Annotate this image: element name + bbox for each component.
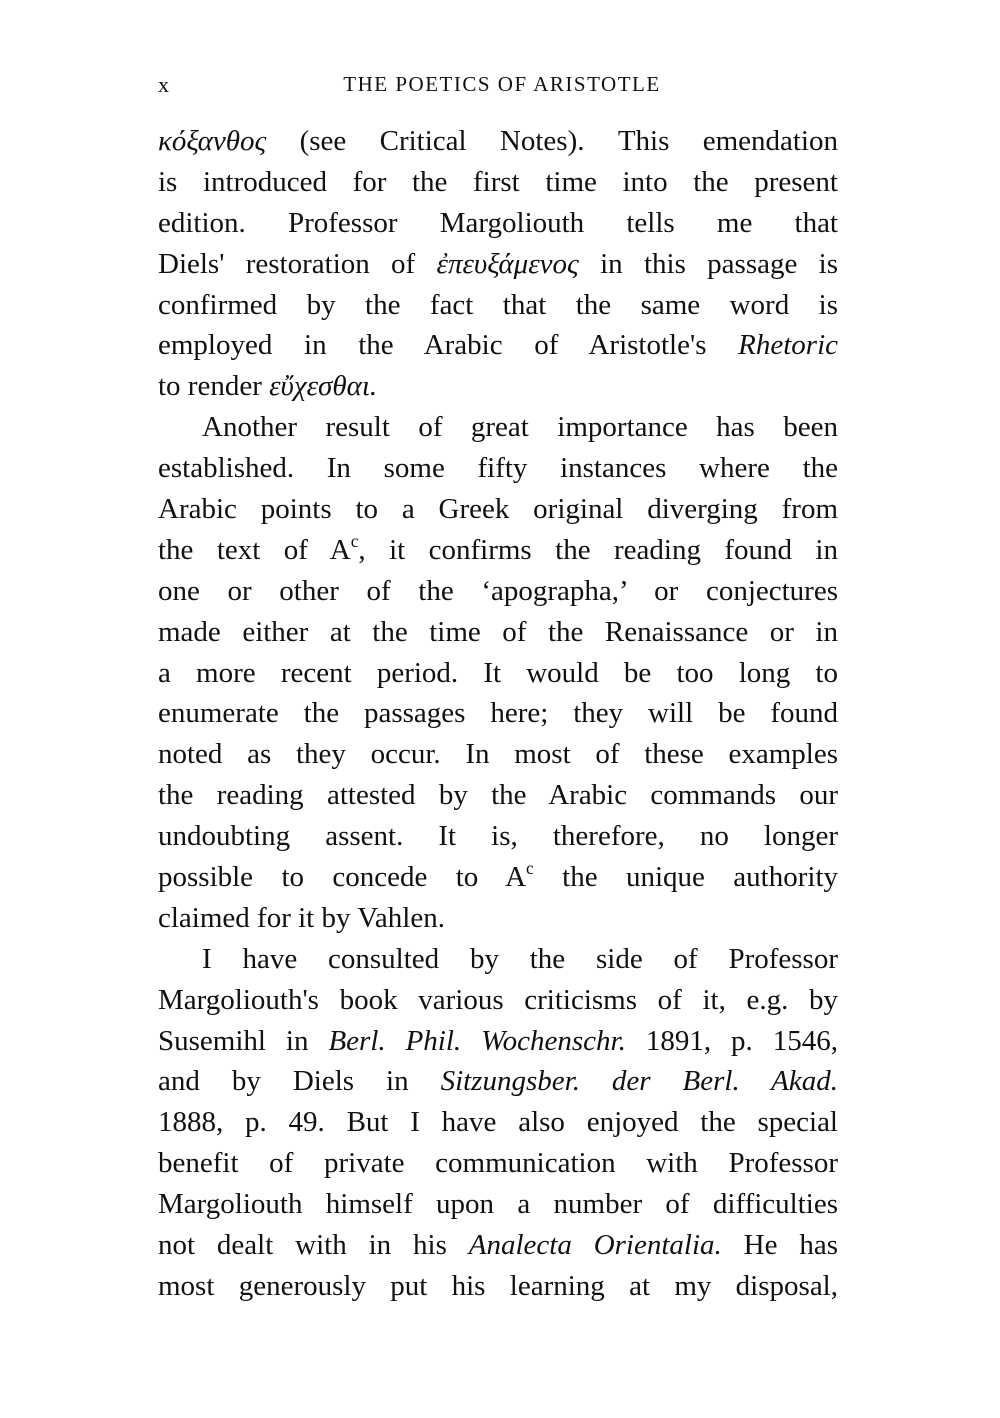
greek-word: κόξανθος — [158, 125, 267, 157]
text-line: confirmed by the fact that the same word is — [158, 288, 838, 321]
text-line: enumerate the passages here; they will be found — [158, 697, 838, 730]
running-head: THE POETICS OF ARISTOTLE — [343, 72, 661, 96]
text-line: one or other of the ‘apographa,’ or conjectures — [158, 574, 838, 607]
paragraph — [158, 939, 838, 1307]
text-line: to render εὔχεσθαι. — [158, 370, 378, 403]
greek-word: εὔχεσθαι. — [269, 370, 378, 403]
text-line: the reading attested by the Arabic commands our — [158, 779, 838, 812]
text-line: is introduced for the first time into the present — [158, 165, 838, 198]
text-line: and by Diels in Sitzungsber. der Berl. Akad. — [158, 1065, 838, 1098]
paragraph — [158, 121, 838, 407]
superscript: c — [526, 857, 534, 878]
text-line: not dealt with in his Analecta Orientalia. He has — [158, 1229, 838, 1262]
body-text — [158, 121, 838, 1307]
text-line: Susemihl in Berl. Phil. Wochenschr. 1891, p. 1546, — [158, 1024, 838, 1057]
text-line: possible to concede to $A^c$ the unique authority — [158, 857, 838, 894]
text-line: Diels' restoration of ἐπευξάμενος in this passage is — [158, 247, 838, 280]
text-line: Arabic points to a Greek original diverging from — [158, 493, 838, 526]
greek-word: ἐπευξάμενος — [436, 247, 579, 280]
text-line: employed in the Arabic of Aristotle's Rhetoric — [158, 329, 838, 362]
italic-title: Analecta Orientalia. — [468, 1229, 722, 1262]
text-line: made either at the time of the Renaissance or in — [158, 615, 838, 648]
text-line: claimed for it by Vahlen. — [158, 901, 445, 934]
text-line: a more recent period. It would be too long to — [158, 656, 838, 689]
text-line: established. In some fifty instances where the — [158, 452, 838, 485]
page-header — [158, 72, 846, 108]
text-line: benefit of private communication with Professor — [158, 1147, 838, 1180]
paragraph — [158, 407, 838, 939]
page-number: x — [158, 72, 170, 97]
text-line: I have consulted by the side of Professor — [202, 942, 838, 975]
text-line: most generously put his learning at my disposal, — [158, 1269, 838, 1302]
superscript: c — [350, 530, 359, 551]
text-line: edition. Professor Margoliouth tells me that — [158, 206, 838, 239]
italic-title: Rhetoric — [738, 329, 838, 362]
text-line: Another result of great importance has been — [202, 411, 838, 444]
text-line: the text of $A^c$, it confirms the reading found in — [158, 530, 838, 566]
text-line: κόξανθος (see Critical Notes). This emendation — [158, 125, 838, 157]
text-line: 1888, p. 49. But I have also enjoyed the special — [158, 1106, 838, 1139]
italic-title: Sitzungsber. der Berl. Akad. — [440, 1065, 838, 1098]
text-line: Margoliouth himself upon a number of difficulties — [158, 1188, 838, 1221]
text-line: undoubting assent. It is, therefore, no longer — [158, 820, 838, 853]
italic-title: Berl. Phil. Wochenschr. — [328, 1024, 626, 1057]
text-line: Margoliouth's book various criticisms of it, e.g. by — [158, 983, 838, 1016]
text-line: noted as they occur. In most of these examples — [158, 738, 838, 771]
